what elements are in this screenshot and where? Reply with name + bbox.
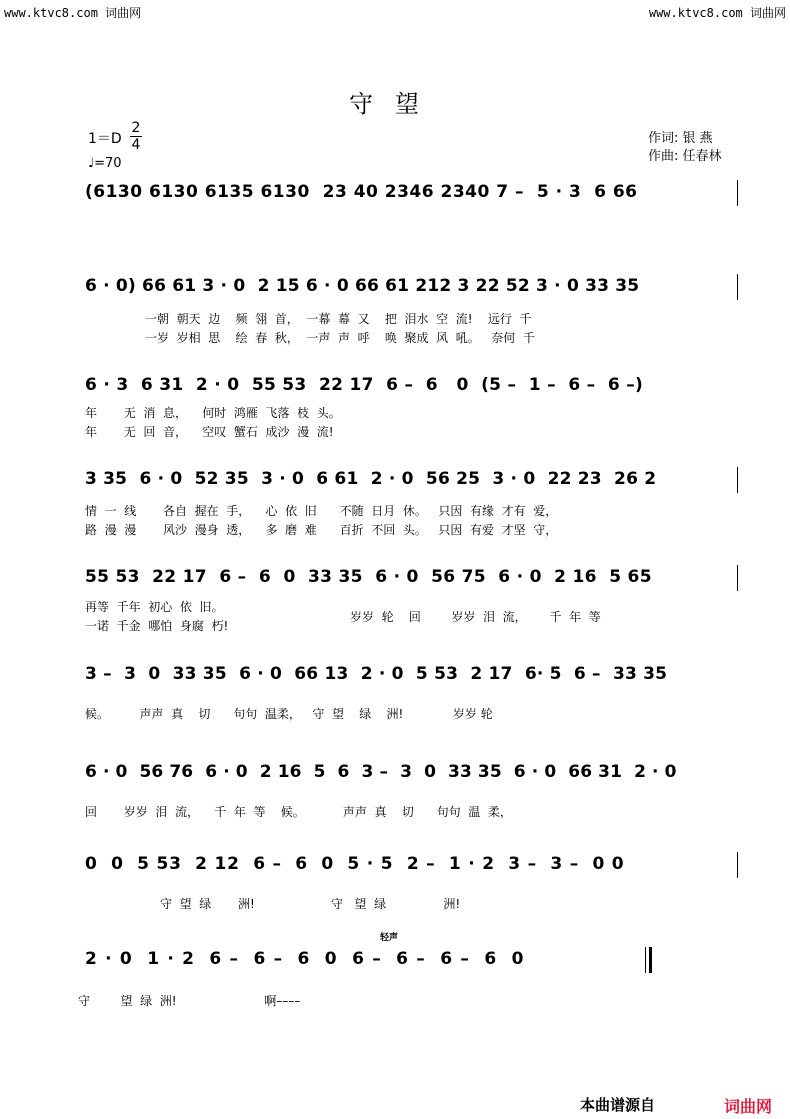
lyrics-verse-2: 年 无 回 音， 空叹 蟹石 成沙 漫 流! (85, 425, 334, 439)
lyrics-verse-1: 再等 千年 初心 依 旧。 (85, 600, 224, 614)
lyricist: 作词: 银 燕 (648, 131, 713, 146)
score-row-8 (85, 850, 745, 880)
key-signature: 1＝D (88, 131, 122, 147)
tempo-mark: ♩=70 (88, 156, 122, 171)
notes-line: 6 · 0 56 76 6 · 0 2 16 5 6 3 – 3 0 33 35 6 · 0 66 31 2 · 0 (85, 762, 677, 782)
score-row-4 (85, 465, 745, 495)
footer-source: 本曲谱源自 (580, 1096, 656, 1114)
lyrics-verse-1: 守 望 绿 洲! 守 望 绿 洲! (160, 897, 461, 911)
barline (737, 852, 738, 878)
lyrics-verse-1: 一朝 朝天 边 频 翎 首， 一幕 幕 又 把 泪水 空 流! 远行 千 (145, 312, 532, 326)
score-row-7 (85, 758, 745, 788)
notes-line: 55 53 22 17 6 – 6 0 33 35 6 · 0 56 75 6 · 0 2 16 5 65 (85, 567, 652, 587)
lyrics-chorus: 岁岁 轮 回 岁岁 泪 流， 千 年 等 (350, 610, 601, 624)
lyrics-verse-1: 情 一 线 各自 握在 手， 心 依 旧 不随 日月 休。 只因 有缘 才有 爱， (85, 504, 558, 518)
lyrics-verse-2: 一诺 千金 哪怕 身腐 朽! (85, 619, 229, 633)
score-row-1 (85, 178, 745, 208)
score-row-5 (85, 563, 745, 593)
score-row-3 (85, 371, 745, 401)
notes-line: 3 35 6 · 0 52 35 3 · 0 6 61 2 · 0 56 25 3 · 0 22 23 26 2 (85, 469, 657, 489)
song-title: 守望 (349, 90, 441, 118)
lyrics-verse-1: 守 望 绿 洲! 啊–––– (78, 994, 301, 1008)
time-top: 2 (131, 120, 141, 136)
notes-line: 2 · 0 1 · 2 6 – 6 – 6 0 6 – 6 – 6 – 6 0 (85, 949, 525, 969)
score-row-6 (85, 660, 745, 690)
barline (645, 947, 646, 973)
site-url-right[interactable]: www.ktvc8.com 词曲网 (648, 6, 786, 20)
lyrics-verse-1: 回 岁岁 泪 流， 千 年 等 候。 声声 真 切 句句 温 柔， (85, 805, 512, 819)
footer-logo[interactable]: 词曲网 (724, 1097, 773, 1116)
notes-line: (6130 6130 6135 6130 23 40 2346 2340 7 – 5 · 3 6 66 (85, 182, 638, 202)
notes-line: 0 0 5 53 2 12 6 – 6 0 5 · 5 2 – 1 · 2 3 – 3 – 0 0 (85, 854, 625, 874)
barline (737, 565, 738, 591)
final-barline (649, 947, 652, 973)
composer: 作曲: 任春林 (648, 149, 722, 164)
barline (737, 467, 738, 493)
light-voice-mark: 轻声 (380, 933, 399, 943)
notes-line: 3 – 3 0 33 35 6 · 0 66 13 2 · 0 5 53 2 17 6· 5 6 – 33 35 (85, 664, 668, 684)
barline (737, 180, 738, 206)
score-row-2 (85, 272, 745, 302)
lyrics-verse-2: 路 漫 漫 风沙 漫身 透， 多 磨 难 百折 不回 头。 只因 有爱 才坚 守， (85, 523, 558, 537)
lyrics-verse-1: 年 无 消 息， 何时 鸿雁 飞落 枝 头。 (85, 406, 341, 420)
site-url-left[interactable]: www.ktvc8.com 词曲网 (4, 6, 142, 20)
lyrics-verse-2: 一岁 岁相 思 绘 春 秋， 一声 声 呼 唤 聚成 风 吼。 奈何 千 (145, 331, 535, 345)
barline (737, 274, 738, 300)
time-bottom: 4 (131, 137, 141, 153)
lyrics-verse-1: 候。 声声 真 切 句句 温柔， 守 望 绿 洲! 岁岁 轮 (85, 707, 493, 721)
score-row-9 (85, 945, 745, 975)
time-signature (130, 120, 142, 153)
notes-line: 6 · 3 6 31 2 · 0 55 53 22 17 6 – 6 0 (5 – 1 – 6 – 6 –) (85, 375, 644, 395)
notes-line: 6 · 0) 66 61 3 · 0 2 15 6 · 0 66 61 212 3 22 52 3 · 0 33 35 (85, 276, 640, 296)
